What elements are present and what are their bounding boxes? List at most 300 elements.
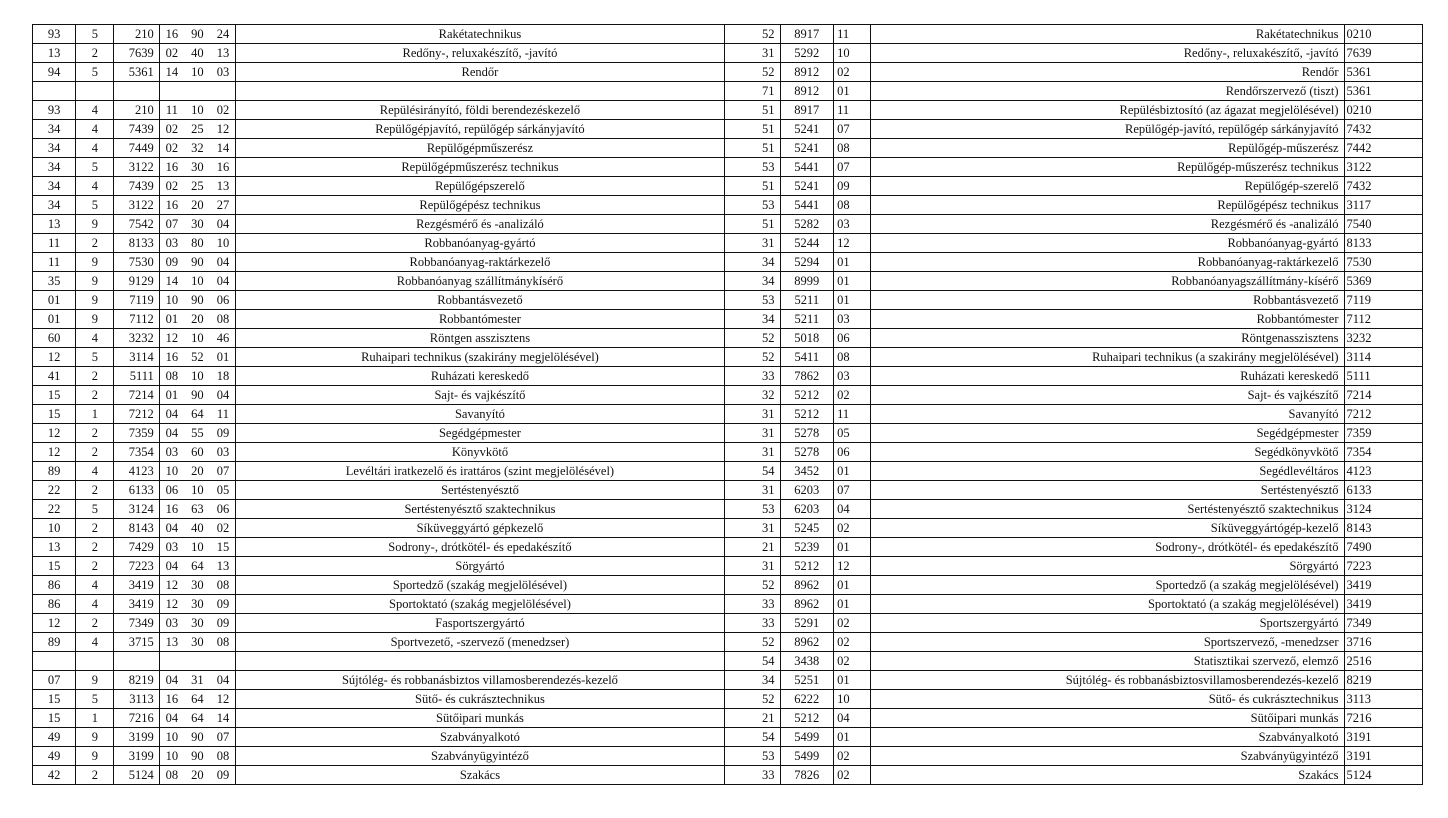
new-code-a-cell: 51 [724,215,780,234]
new-code-a-cell: 33 [724,595,780,614]
new-code-b-cell: 6222 [780,690,834,709]
okj-part-2-cell: 64 [184,690,211,709]
old-occupation-name-cell: Sütő- és cukrásztechnikus [236,690,725,709]
old-code-b-cell: 2 [76,538,114,557]
code-table-sheet [32,24,1423,785]
old-code-b-cell: 9 [76,253,114,272]
old-code-a-cell: 12 [33,348,76,367]
okj-part-2-cell: 90 [184,747,211,766]
old-code-b-cell: 9 [76,747,114,766]
okj-part-3-cell: 12 [211,690,236,709]
new-code-c-cell: 12 [834,557,871,576]
old-feor-code-cell [114,652,159,671]
okj-part-1-cell: 02 [159,177,184,196]
okj-part-1-cell: 16 [159,500,184,519]
old-feor-code-cell: 8143 [114,519,159,538]
new-feor-code-cell: 4123 [1344,462,1422,481]
new-code-c-cell: 01 [834,272,871,291]
okj-part-2-cell: 10 [184,367,211,386]
new-code-c-cell: 09 [834,177,871,196]
table-row [33,671,1423,690]
new-code-c-cell: 02 [834,63,871,82]
new-code-b-cell: 8917 [780,101,834,120]
old-code-a-cell: 15 [33,405,76,424]
old-occupation-name-cell: Síküveggyártó gépkezelő [236,519,725,538]
old-code-b-cell: 4 [76,329,114,348]
okj-part-1-cell: 10 [159,747,184,766]
okj-part-2-cell: 90 [184,291,211,310]
new-code-b-cell: 5212 [780,709,834,728]
okj-part-1-cell: 02 [159,120,184,139]
old-feor-code-cell: 7119 [114,291,159,310]
new-code-a-cell: 31 [724,481,780,500]
old-code-a-cell: 01 [33,310,76,329]
new-occupation-name-cell: Ruhaipari technikus (a szakirány megjelölésével) [871,348,1344,367]
okj-part-2-cell: 55 [184,424,211,443]
new-occupation-name-cell: Robbantásvezető [871,291,1344,310]
old-code-b-cell: 5 [76,25,114,44]
new-code-a-cell: 52 [724,329,780,348]
new-code-b-cell: 5278 [780,424,834,443]
table-row [33,595,1423,614]
new-code-c-cell: 03 [834,367,871,386]
new-code-a-cell: 53 [724,158,780,177]
new-code-b-cell: 5499 [780,728,834,747]
new-code-a-cell: 53 [724,291,780,310]
new-occupation-name-cell: Rendőrszervező (tiszt) [871,82,1344,101]
okj-part-3-cell: 27 [211,196,236,215]
okj-part-2-cell: 25 [184,177,211,196]
new-code-c-cell: 11 [834,101,871,120]
new-code-c-cell: 06 [834,329,871,348]
old-code-a-cell: 12 [33,614,76,633]
new-occupation-name-cell: Sörgyártó [871,557,1344,576]
old-code-b-cell: 5 [76,690,114,709]
old-feor-code-cell: 7216 [114,709,159,728]
new-code-b-cell: 5441 [780,196,834,215]
old-code-a-cell: 13 [33,215,76,234]
new-code-a-cell: 54 [724,728,780,747]
okj-part-1-cell: 09 [159,253,184,272]
new-occupation-name-cell: Sütőipari munkás [871,709,1344,728]
new-code-a-cell: 34 [724,253,780,272]
new-code-b-cell: 5245 [780,519,834,538]
new-code-b-cell: 8999 [780,272,834,291]
old-feor-code-cell: 5124 [114,766,159,785]
new-code-a-cell: 31 [724,44,780,63]
okj-part-3-cell: 08 [211,310,236,329]
old-occupation-name-cell: Sodrony-, drótkötél- és epedakészítő [236,538,725,557]
old-code-b-cell: 2 [76,519,114,538]
new-occupation-name-cell: Redőny-, reluxakészítő, -javító [871,44,1344,63]
okj-part-2-cell: 90 [184,386,211,405]
okj-part-3-cell: 03 [211,63,236,82]
old-code-b-cell: 5 [76,63,114,82]
old-occupation-name-cell: Robbanóanyag szállítmánykísérő [236,272,725,291]
new-feor-code-cell: 7214 [1344,386,1422,405]
occupation-code-table [32,24,1423,785]
okj-part-1-cell: 03 [159,443,184,462]
new-feor-code-cell: 7432 [1344,177,1422,196]
okj-part-3-cell: 06 [211,500,236,519]
okj-part-1-cell: 04 [159,671,184,690]
old-code-a-cell: 13 [33,44,76,63]
old-occupation-name-cell [236,82,725,101]
old-feor-code-cell: 3122 [114,158,159,177]
new-code-a-cell: 31 [724,557,780,576]
okj-part-1-cell: 10 [159,462,184,481]
okj-part-2-cell: 60 [184,443,211,462]
old-feor-code-cell: 7214 [114,386,159,405]
okj-part-1-cell: 08 [159,367,184,386]
new-code-c-cell: 08 [834,139,871,158]
okj-part-3-cell: 09 [211,766,236,785]
okj-part-3-cell: 12 [211,120,236,139]
old-code-a-cell: 86 [33,595,76,614]
okj-part-2-cell: 20 [184,766,211,785]
new-code-b-cell: 3452 [780,462,834,481]
okj-part-2-cell: 90 [184,728,211,747]
new-occupation-name-cell: Repülőgép-szerelő [871,177,1344,196]
old-feor-code-cell: 7439 [114,120,159,139]
new-code-c-cell: 02 [834,386,871,405]
new-feor-code-cell: 7442 [1344,139,1422,158]
old-code-a-cell: 60 [33,329,76,348]
old-code-a-cell: 15 [33,386,76,405]
new-feor-code-cell: 3114 [1344,348,1422,367]
okj-part-3-cell: 04 [211,272,236,291]
table-row [33,462,1423,481]
table-row [33,25,1423,44]
new-code-c-cell: 05 [834,424,871,443]
old-feor-code-cell: 3199 [114,728,159,747]
new-feor-code-cell: 3419 [1344,595,1422,614]
old-occupation-name-cell: Rendőr [236,63,725,82]
new-code-c-cell: 08 [834,348,871,367]
new-occupation-name-cell: Repülésbiztosító (az ágazat megjelölésével) [871,101,1344,120]
new-occupation-name-cell: Segédlevéltáros [871,462,1344,481]
old-code-a-cell: 12 [33,443,76,462]
table-row [33,101,1423,120]
okj-part-3-cell: 09 [211,424,236,443]
old-feor-code-cell: 7212 [114,405,159,424]
old-code-a-cell [33,82,76,101]
old-feor-code-cell: 3113 [114,690,159,709]
old-occupation-name-cell: Savanyító [236,405,725,424]
old-code-b-cell: 4 [76,177,114,196]
old-code-b-cell: 2 [76,44,114,63]
old-code-b-cell: 9 [76,728,114,747]
okj-part-1-cell: 06 [159,481,184,500]
okj-part-2-cell: 30 [184,215,211,234]
okj-part-2-cell: 30 [184,576,211,595]
new-code-c-cell: 01 [834,82,871,101]
old-code-a-cell: 34 [33,196,76,215]
old-code-a-cell: 93 [33,25,76,44]
new-occupation-name-cell: Sportszergyártó [871,614,1344,633]
old-feor-code-cell: 5361 [114,63,159,82]
old-occupation-name-cell: Sportedző (szakág megjelölésével) [236,576,725,595]
old-code-a-cell: 34 [33,139,76,158]
okj-part-2-cell: 63 [184,500,211,519]
okj-part-2-cell: 20 [184,462,211,481]
old-feor-code-cell: 210 [114,25,159,44]
old-feor-code-cell: 3232 [114,329,159,348]
table-row [33,747,1423,766]
new-feor-code-cell: 7212 [1344,405,1422,424]
okj-part-3-cell: 14 [211,709,236,728]
okj-part-2-cell: 90 [184,25,211,44]
new-feor-code-cell: 6133 [1344,481,1422,500]
old-occupation-name-cell: Robbanóanyag-raktárkezelő [236,253,725,272]
new-feor-code-cell: 7216 [1344,709,1422,728]
old-occupation-name-cell: Rakétatechnikus [236,25,725,44]
old-occupation-name-cell: Szabványalkotó [236,728,725,747]
new-feor-code-cell: 8143 [1344,519,1422,538]
old-feor-code-cell: 8133 [114,234,159,253]
okj-part-2-cell: 40 [184,519,211,538]
old-code-b-cell: 2 [76,424,114,443]
okj-part-1-cell: 11 [159,101,184,120]
okj-part-1-cell: 03 [159,614,184,633]
old-feor-code-cell: 3715 [114,633,159,652]
okj-part-1-cell: 01 [159,310,184,329]
old-code-b-cell: 4 [76,120,114,139]
old-feor-code-cell: 7112 [114,310,159,329]
new-code-c-cell: 02 [834,747,871,766]
old-occupation-name-cell: Fasportszergyártó [236,614,725,633]
old-code-b-cell [76,82,114,101]
new-code-c-cell: 03 [834,310,871,329]
okj-part-2-cell: 25 [184,120,211,139]
old-code-b-cell: 2 [76,234,114,253]
table-row [33,766,1423,785]
okj-part-3-cell: 08 [211,633,236,652]
new-code-c-cell: 01 [834,595,871,614]
old-occupation-name-cell: Redőny-, reluxakészítő, -javító [236,44,725,63]
old-code-a-cell: 12 [33,424,76,443]
okj-part-2-cell: 10 [184,63,211,82]
new-feor-code-cell: 7540 [1344,215,1422,234]
new-occupation-name-cell: Segédkönyvkötő [871,443,1344,462]
new-code-b-cell: 5241 [780,139,834,158]
okj-part-2-cell: 90 [184,253,211,272]
table-row [33,424,1423,443]
old-feor-code-cell: 7359 [114,424,159,443]
okj-part-1-cell: 16 [159,348,184,367]
new-code-a-cell: 31 [724,443,780,462]
new-feor-code-cell: 2516 [1344,652,1422,671]
table-row [33,633,1423,652]
new-code-a-cell: 53 [724,500,780,519]
okj-part-3-cell: 13 [211,177,236,196]
okj-part-2-cell: 30 [184,158,211,177]
okj-part-3-cell: 04 [211,671,236,690]
new-code-b-cell: 8962 [780,576,834,595]
new-occupation-name-cell: Robbanóanyag-raktárkezelő [871,253,1344,272]
new-code-b-cell: 6203 [780,481,834,500]
old-code-b-cell: 1 [76,709,114,728]
table-row [33,272,1423,291]
old-code-a-cell: 34 [33,120,76,139]
old-feor-code-cell: 3419 [114,576,159,595]
new-code-b-cell: 5441 [780,158,834,177]
new-code-b-cell: 5211 [780,310,834,329]
old-code-b-cell: 2 [76,443,114,462]
new-occupation-name-cell: Sajt- és vajkészítő [871,386,1344,405]
new-code-c-cell: 01 [834,671,871,690]
old-occupation-name-cell: Könyvkötő [236,443,725,462]
okj-part-1-cell: 12 [159,576,184,595]
new-code-a-cell: 54 [724,652,780,671]
new-feor-code-cell: 7349 [1344,614,1422,633]
okj-part-3-cell: 02 [211,101,236,120]
okj-part-2-cell: 30 [184,614,211,633]
old-code-a-cell: 13 [33,538,76,557]
new-code-b-cell: 8912 [780,82,834,101]
new-occupation-name-cell: Repülőgépész technikus [871,196,1344,215]
old-feor-code-cell: 8219 [114,671,159,690]
new-code-a-cell: 33 [724,766,780,785]
old-code-b-cell: 5 [76,348,114,367]
okj-part-3-cell: 04 [211,386,236,405]
old-feor-code-cell: 7439 [114,177,159,196]
new-code-a-cell: 31 [724,234,780,253]
new-occupation-name-cell: Statisztikai szervező, elemző [871,652,1344,671]
new-code-a-cell: 53 [724,747,780,766]
old-feor-code-cell: 3124 [114,500,159,519]
old-feor-code-cell: 3114 [114,348,159,367]
old-feor-code-cell: 3199 [114,747,159,766]
old-occupation-name-cell [236,652,725,671]
okj-part-3-cell: 08 [211,747,236,766]
new-code-c-cell: 03 [834,215,871,234]
new-code-a-cell: 34 [724,310,780,329]
new-code-b-cell: 5251 [780,671,834,690]
old-code-a-cell: 01 [33,291,76,310]
okj-part-1-cell: 14 [159,63,184,82]
table-row [33,120,1423,139]
new-occupation-name-cell: Sodrony-, drótkötél- és epedakészítő [871,538,1344,557]
new-occupation-name-cell: Rendőr [871,63,1344,82]
old-occupation-name-cell: Robbantásvezető [236,291,725,310]
old-code-a-cell: 41 [33,367,76,386]
new-code-c-cell: 01 [834,462,871,481]
table-row [33,291,1423,310]
new-feor-code-cell: 7354 [1344,443,1422,462]
okj-part-3-cell: 14 [211,139,236,158]
old-occupation-name-cell: Repülőgépész technikus [236,196,725,215]
new-code-a-cell: 34 [724,272,780,291]
table-row [33,728,1423,747]
okj-part-2-cell: 64 [184,709,211,728]
new-feor-code-cell: 3191 [1344,728,1422,747]
old-occupation-name-cell: Repülőgépszerelő [236,177,725,196]
new-occupation-name-cell: Sertéstenyésztő [871,481,1344,500]
okj-part-2-cell: 20 [184,310,211,329]
new-code-b-cell: 5239 [780,538,834,557]
table-row [33,652,1423,671]
old-occupation-name-cell: Robbanóanyag-gyártó [236,234,725,253]
okj-part-1-cell: 16 [159,196,184,215]
okj-part-3-cell: 03 [211,443,236,462]
table-row [33,443,1423,462]
table-row [33,576,1423,595]
okj-part-1-cell: 04 [159,557,184,576]
new-occupation-name-cell: Röntgenasszisztens [871,329,1344,348]
old-code-a-cell: 07 [33,671,76,690]
new-occupation-name-cell: Sertéstenyésztő szaktechnikus [871,500,1344,519]
new-code-b-cell: 5212 [780,557,834,576]
okj-part-3-cell: 09 [211,614,236,633]
old-code-b-cell: 4 [76,633,114,652]
new-occupation-name-cell: Repülőgép-műszerész [871,139,1344,158]
new-code-c-cell: 01 [834,291,871,310]
new-code-c-cell: 01 [834,728,871,747]
okj-part-3-cell: 07 [211,462,236,481]
old-feor-code-cell: 7639 [114,44,159,63]
old-occupation-name-cell: Sportvezető, -szervező (menedzser) [236,633,725,652]
new-code-a-cell: 52 [724,690,780,709]
new-occupation-name-cell: Segédgépmester [871,424,1344,443]
new-occupation-name-cell: Robbanóanyag-gyártó [871,234,1344,253]
okj-part-2-cell: 64 [184,405,211,424]
new-code-b-cell: 5241 [780,120,834,139]
new-code-a-cell: 52 [724,348,780,367]
new-code-a-cell: 52 [724,63,780,82]
old-occupation-name-cell: Sörgyártó [236,557,725,576]
okj-part-1-cell: 16 [159,690,184,709]
okj-part-2-cell: 31 [184,671,211,690]
old-feor-code-cell: 210 [114,101,159,120]
okj-part-1-cell: 04 [159,424,184,443]
old-code-a-cell: 34 [33,177,76,196]
new-feor-code-cell: 7119 [1344,291,1422,310]
okj-part-2-cell: 10 [184,101,211,120]
new-code-b-cell: 5499 [780,747,834,766]
old-code-b-cell: 9 [76,291,114,310]
old-code-a-cell: 11 [33,253,76,272]
new-code-b-cell: 5292 [780,44,834,63]
new-code-c-cell: 11 [834,25,871,44]
old-occupation-name-cell: Repülésirányító, földi berendezéskezelő [236,101,725,120]
old-code-b-cell: 4 [76,595,114,614]
okj-part-2-cell: 80 [184,234,211,253]
old-code-a-cell: 11 [33,234,76,253]
okj-part-3-cell: 08 [211,576,236,595]
okj-part-2-cell: 40 [184,44,211,63]
okj-part-3-cell: 24 [211,25,236,44]
old-code-a-cell: 10 [33,519,76,538]
new-feor-code-cell: 0210 [1344,25,1422,44]
table-row [33,139,1423,158]
new-feor-code-cell: 3117 [1344,196,1422,215]
old-feor-code-cell: 3122 [114,196,159,215]
new-code-b-cell: 5241 [780,177,834,196]
old-code-b-cell: 4 [76,101,114,120]
old-occupation-name-cell: Szakács [236,766,725,785]
new-code-a-cell: 51 [724,120,780,139]
new-code-c-cell: 10 [834,690,871,709]
new-code-c-cell: 04 [834,500,871,519]
new-feor-code-cell: 3113 [1344,690,1422,709]
old-occupation-name-cell: Ruházati kereskedő [236,367,725,386]
new-feor-code-cell: 0210 [1344,101,1422,120]
okj-part-1-cell: 16 [159,158,184,177]
old-occupation-name-cell: Repülőgépjavító, repülőgép sárkányjavító [236,120,725,139]
table-row [33,690,1423,709]
table-row [33,234,1423,253]
